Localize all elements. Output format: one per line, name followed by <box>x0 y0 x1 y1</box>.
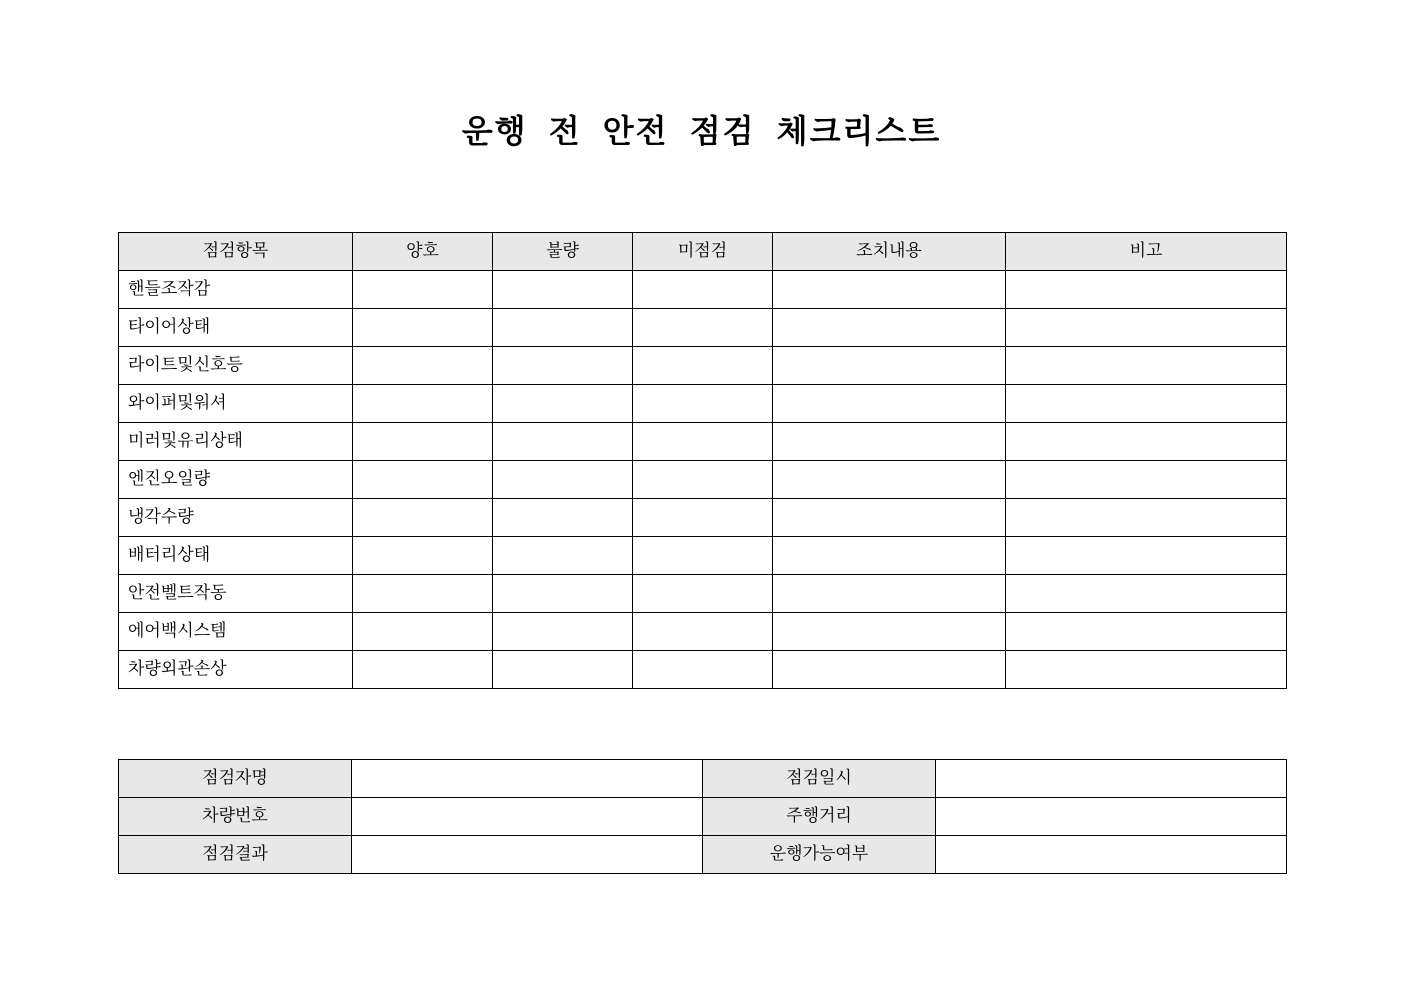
good-cell[interactable] <box>353 651 493 689</box>
header-action: 조치내용 <box>773 233 1006 271</box>
header-bad: 불량 <box>493 233 633 271</box>
good-cell[interactable] <box>353 575 493 613</box>
table-row <box>119 613 1287 651</box>
bad-cell[interactable] <box>493 575 633 613</box>
info-row <box>119 760 1287 798</box>
drivable-status-field[interactable] <box>936 836 1287 874</box>
action-cell[interactable] <box>773 271 1006 309</box>
bad-cell[interactable] <box>493 423 633 461</box>
vehicle-number-field[interactable] <box>352 798 703 836</box>
header-remarks: 비고 <box>1006 233 1287 271</box>
good-cell[interactable] <box>353 461 493 499</box>
inspection-datetime-field[interactable] <box>936 760 1287 798</box>
item-label: 라이트및신호등 <box>119 347 353 385</box>
bad-cell[interactable] <box>493 347 633 385</box>
table-row <box>119 347 1287 385</box>
not-checked-cell[interactable] <box>633 537 773 575</box>
checklist-header-row <box>119 233 1287 271</box>
info-row <box>119 798 1287 836</box>
table-row <box>119 423 1287 461</box>
bad-cell[interactable] <box>493 499 633 537</box>
table-row <box>119 499 1287 537</box>
not-checked-cell[interactable] <box>633 271 773 309</box>
table-row <box>119 575 1287 613</box>
not-checked-cell[interactable] <box>633 347 773 385</box>
good-cell[interactable] <box>353 385 493 423</box>
bad-cell[interactable] <box>493 309 633 347</box>
not-checked-cell[interactable] <box>633 651 773 689</box>
item-label: 타이어상태 <box>119 309 353 347</box>
remarks-cell[interactable] <box>1006 537 1287 575</box>
table-row <box>119 309 1287 347</box>
header-not-checked: 미점검 <box>633 233 773 271</box>
bad-cell[interactable] <box>493 385 633 423</box>
good-cell[interactable] <box>353 613 493 651</box>
inspector-name-field[interactable] <box>352 760 703 798</box>
good-cell[interactable] <box>353 271 493 309</box>
not-checked-cell[interactable] <box>633 309 773 347</box>
not-checked-cell[interactable] <box>633 613 773 651</box>
action-cell[interactable] <box>773 385 1006 423</box>
action-cell[interactable] <box>773 575 1006 613</box>
remarks-cell[interactable] <box>1006 461 1287 499</box>
remarks-cell[interactable] <box>1006 347 1287 385</box>
item-label: 와이퍼및워셔 <box>119 385 353 423</box>
mileage-label: 주행거리 <box>703 798 936 836</box>
header-inspection-item: 점검항목 <box>119 233 353 271</box>
item-label: 배터리상태 <box>119 537 353 575</box>
item-label: 에어백시스템 <box>119 613 353 651</box>
remarks-cell[interactable] <box>1006 575 1287 613</box>
vehicle-number-label: 차량번호 <box>119 798 352 836</box>
inspection-datetime-label: 점검일시 <box>703 760 936 798</box>
bad-cell[interactable] <box>493 271 633 309</box>
item-label: 차량외관손상 <box>119 651 353 689</box>
not-checked-cell[interactable] <box>633 461 773 499</box>
bad-cell[interactable] <box>493 613 633 651</box>
action-cell[interactable] <box>773 347 1006 385</box>
remarks-cell[interactable] <box>1006 651 1287 689</box>
good-cell[interactable] <box>353 537 493 575</box>
remarks-cell[interactable] <box>1006 423 1287 461</box>
inspection-result-field[interactable] <box>352 836 703 874</box>
action-cell[interactable] <box>773 613 1006 651</box>
document-title: 운행 전 안전 점검 체크리스트 <box>461 112 942 150</box>
remarks-cell[interactable] <box>1006 499 1287 537</box>
action-cell[interactable] <box>773 537 1006 575</box>
header-good: 양호 <box>353 233 493 271</box>
inspector-name-label: 점검자명 <box>119 760 352 798</box>
bad-cell[interactable] <box>493 651 633 689</box>
inspection-result-label: 점검결과 <box>119 836 352 874</box>
mileage-field[interactable] <box>936 798 1287 836</box>
not-checked-cell[interactable] <box>633 385 773 423</box>
table-row <box>119 537 1287 575</box>
table-row <box>119 271 1287 309</box>
not-checked-cell[interactable] <box>633 499 773 537</box>
not-checked-cell[interactable] <box>633 575 773 613</box>
action-cell[interactable] <box>773 651 1006 689</box>
info-row <box>119 836 1287 874</box>
action-cell[interactable] <box>773 461 1006 499</box>
item-label: 엔진오일량 <box>119 461 353 499</box>
good-cell[interactable] <box>353 309 493 347</box>
good-cell[interactable] <box>353 423 493 461</box>
action-cell[interactable] <box>773 309 1006 347</box>
drivable-status-label: 운행가능여부 <box>703 836 936 874</box>
item-label: 안전벨트작동 <box>119 575 353 613</box>
remarks-cell[interactable] <box>1006 385 1287 423</box>
inspection-info-table <box>118 759 1287 874</box>
good-cell[interactable] <box>353 499 493 537</box>
table-row <box>119 385 1287 423</box>
item-label: 핸들조작감 <box>119 271 353 309</box>
remarks-cell[interactable] <box>1006 271 1287 309</box>
not-checked-cell[interactable] <box>633 423 773 461</box>
bad-cell[interactable] <box>493 537 633 575</box>
item-label: 냉각수량 <box>119 499 353 537</box>
good-cell[interactable] <box>353 347 493 385</box>
remarks-cell[interactable] <box>1006 309 1287 347</box>
bad-cell[interactable] <box>493 461 633 499</box>
table-row <box>119 461 1287 499</box>
checklist-table <box>118 232 1287 689</box>
item-label: 미러및유리상태 <box>119 423 353 461</box>
action-cell[interactable] <box>773 499 1006 537</box>
remarks-cell[interactable] <box>1006 613 1287 651</box>
action-cell[interactable] <box>773 423 1006 461</box>
table-row <box>119 651 1287 689</box>
